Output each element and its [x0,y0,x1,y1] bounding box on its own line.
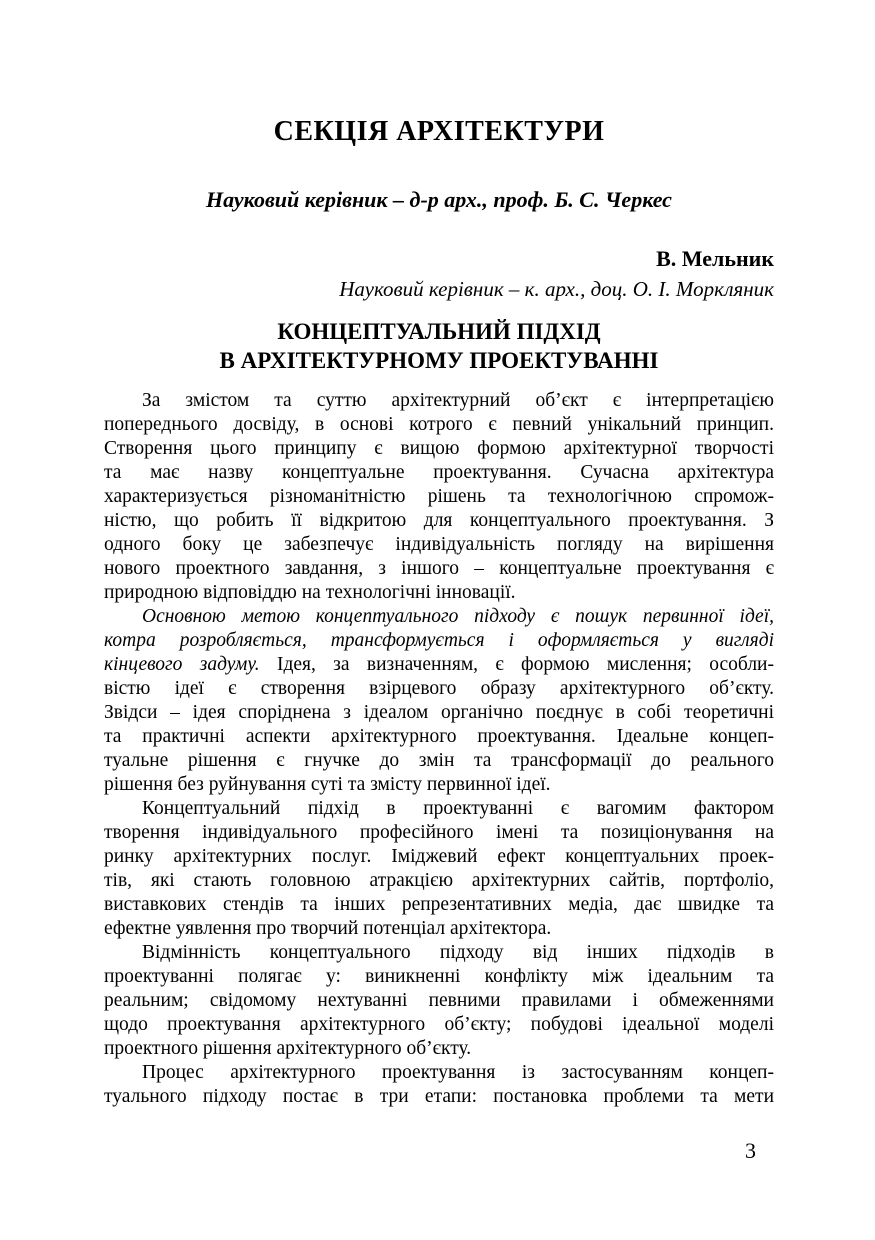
body-paragraphs [104,389,774,1109]
text-line [104,797,774,821]
text-run: виставкових стендів та інших репрезентативних медіа, дає швидке та [104,894,774,915]
text-line [104,749,774,773]
text-line [104,509,774,533]
text-run: За змістом та суттю архітектурний об’єкт є інтерпретацією [142,390,774,411]
text-line [104,965,774,989]
text-line [104,605,774,629]
paragraph [104,389,774,605]
text-line [104,941,774,965]
text-run: та має назву концептуальне проектування. Сучасна архітектура [104,462,774,483]
text-run: Ідея, за визначенням, є формою мислення; особли- [259,654,774,675]
text-line [104,821,774,845]
text-run: туального підходу постає в три етапи: постановка проблеми та мети [104,1086,774,1107]
article-title-line1: КОНЦЕПТУАЛЬНИЙ ПІДХІД [277,319,601,344]
author-name: В. Мельник [656,246,774,271]
text-line [104,629,774,653]
text-run: Відмінність концептуального підходу від інших підходів в [142,942,774,963]
text-run: тів, які стають головною атракцією архітектурних сайтів, портфоліо, [104,870,774,891]
text-line [104,845,774,869]
text-line [104,557,774,581]
text-run: рішення без руйнування суті та змісту первинної ідеї. [104,774,551,795]
section-title: СЕКЦІЯ АРХІТЕКТУРИ [273,116,605,147]
text-line [104,1013,774,1037]
text-line [104,917,774,941]
author-advisor: Науковий керівник – к. арх., доц. О. І. Моркляник [339,277,774,301]
text-line [104,773,774,797]
text-line [104,533,774,557]
text-run: творення індивідуального професійного імені та позиціонування на [104,822,774,843]
text-run: Концептуальний підхід в проектуванні є вагомим фактором [142,798,774,819]
paragraph [104,797,774,941]
page-number: 3 [745,1138,756,1163]
italic-text-run: Основною метою концептуального підходу є пошук первинної ідеї, [142,606,774,627]
text-run: Процес архітектурного проектування із застосуванням концеп- [142,1062,774,1083]
text-line [104,437,774,461]
text-line [104,1085,774,1109]
text-line [104,461,774,485]
article-title-line2: В АРХІТЕКТУРНОМУ ПРОЕКТУВАННІ [219,348,659,373]
text-line [104,701,774,725]
text-line [104,989,774,1013]
text-run: ністю, що робить її відкритою для концептуального проектування. З [104,510,774,531]
text-run: характеризується різноманітністю рішень та технологічною спромож- [104,486,774,507]
text-run: одного боку це забезпечує індивідуальність погляду на вирішення [104,534,774,555]
text-run: попереднього досвіду, в основі котрого є певний унікальний принцип. [104,414,774,435]
section-advisor: Науковий керівник – д-р арх., проф. Б. С. Черкес [206,187,672,212]
text-line [104,485,774,509]
text-run: проектуванні полягає у: виникненні конфлікту між ідеальним та [104,966,774,987]
text-run: вістю ідеї є створення взірцевого образу архітектурного об’єкту. [104,678,774,699]
text-run: Звідси – ідея споріднена з ідеалом органічно поєднує в собі теоретичні [104,702,774,723]
text-run: реальним; свідомому нехтуванні певними правилами і обмеженнями [104,990,774,1011]
text-line [104,725,774,749]
text-run: проектного рішення архітектурного об’єкту. [104,1038,472,1059]
text-run: ринку архітектурних послуг. Іміджевий ефект концептуальних проек- [104,846,774,867]
text-line [104,1061,774,1085]
text-run: ефектне уявлення про творчий потенціал архітектора. [104,918,552,939]
text-line [104,653,774,677]
italic-text-run: кінцевого задуму. [104,654,260,675]
article-title [104,317,774,375]
text-run: природною відповіддю на технологічні інновації. [104,582,516,603]
paragraph [104,605,774,797]
paragraph [104,1061,774,1109]
italic-text-run: котра розробляється, трансформується і оформляється у вигляді [104,630,774,651]
text-run: нового проектного завдання, з іншого – концептуальне проектування є [104,558,774,579]
text-line [104,869,774,893]
text-line [104,1037,774,1061]
paragraph [104,941,774,1061]
text-line [104,581,774,605]
text-run: щодо проектування архітектурного об’єкту; побудові ідеальної моделі [104,1014,774,1035]
text-line [104,413,774,437]
text-run: туальне рішення є гнучке до змін та трансформації до реального [104,750,774,771]
text-line [104,893,774,917]
text-run: Створення цього принципу є вищою формою архітектурної творчості [104,438,774,459]
text-run: та практичні аспекти архітектурного проектування. Ідеальне концеп- [104,726,774,747]
text-line [104,677,774,701]
text-line [104,389,774,413]
